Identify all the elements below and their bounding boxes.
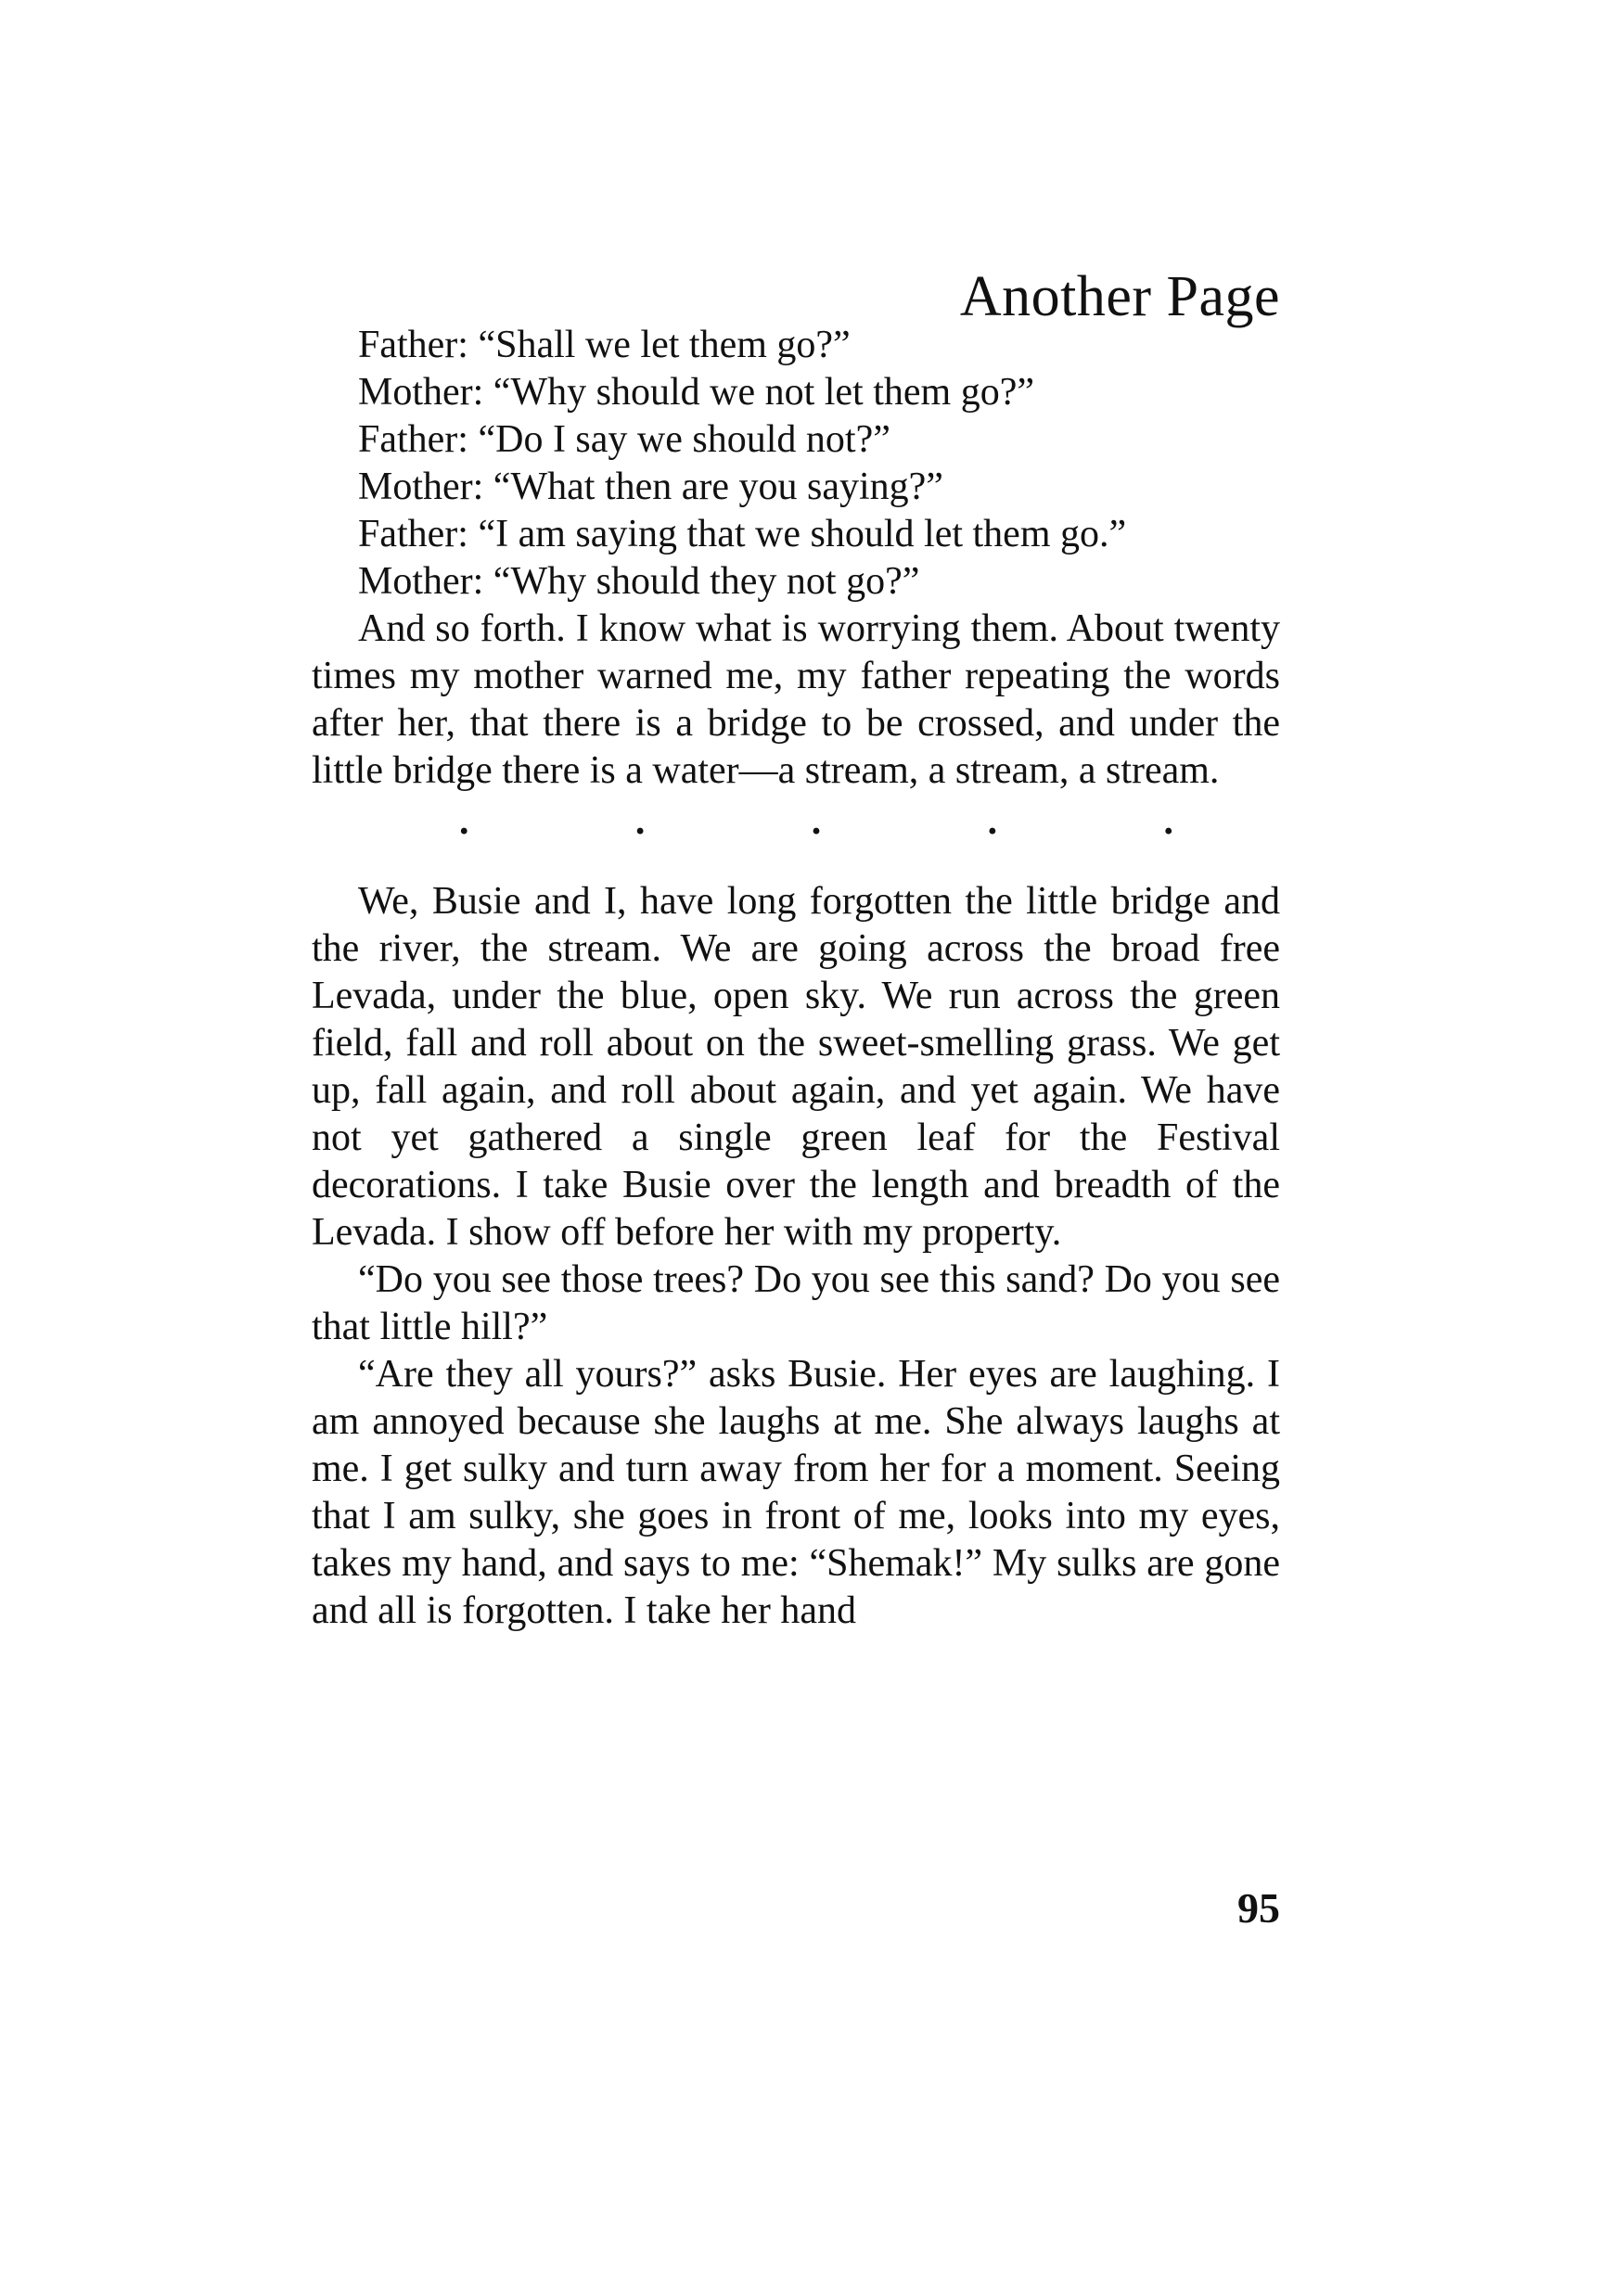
dialogue-line: Father: “Shall we let them go?” — [358, 324, 851, 366]
dialogue-line: Mother: “What then are you saying?” — [358, 466, 943, 508]
dialogue-line: Mother: “Why should we not let them go?” — [358, 371, 1034, 414]
body-text — [312, 322, 1280, 1635]
section-break-dot: . — [459, 800, 469, 843]
dialogue-line: “Do you see those trees? Do you see this sand? Do you see that little hill?” — [312, 1258, 1280, 1348]
dialogue-line: Mother: “Why should they not go?” — [358, 560, 920, 603]
section-break-dot: . — [634, 800, 646, 843]
section-break-dot: . — [987, 800, 998, 843]
dialogue-line: Father: “Do I say we should not?” — [358, 418, 890, 461]
running-head: Another Page — [959, 265, 1280, 328]
dialogue-line: Father: “I am saying that we should let them go.” — [358, 513, 1127, 555]
paragraph: We, Busie and I, have long forgotten the little bridge and the river, the stream. We are going across the broad free Levada, under the blue, open sky. We run across the green field, fall and roll about on the sweet-smelling grass. We get up, fall again, and roll about again, and yet again. We have not yet gathered a single green leaf for the Festival decorations. I take Busie over the length and breadth of the Levada. I show off before her with my property. — [312, 880, 1280, 1254]
section-break-dot: . — [811, 800, 822, 843]
section-break-dot: . — [1163, 800, 1173, 843]
page-number: 95 — [1237, 1884, 1280, 1932]
section-break — [459, 802, 1173, 878]
paragraph: And so forth. I know what is worrying them. About twenty times my mother warned me, my father repeating the words after her, that there is a bridge to be crossed, and under the little bridge there is a water—a stream, a stream, a stream. — [312, 607, 1280, 792]
paragraph: “Are they all yours?” asks Busie. Her eyes are laughing. I am annoyed because she laughs at me. She always laughs at me. I get sulky and turn away from her for a moment. Seeing that I am sulky, she goes in front of me, looks into my eyes, takes my hand, and says to me: “Shemak!” My sulks are gone and all is forgotten. I take her hand — [312, 1353, 1280, 1632]
